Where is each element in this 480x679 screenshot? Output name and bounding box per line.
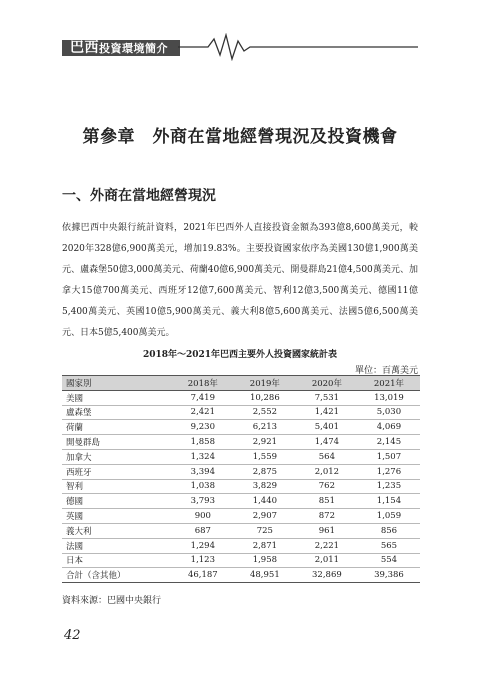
value-cell: 2,871 (234, 538, 296, 553)
country-cell: 法國 (62, 538, 172, 553)
value-cell: 851 (296, 494, 358, 509)
table-row (62, 523, 420, 538)
header-cell: 2021年 (358, 376, 420, 391)
table-row (62, 420, 420, 435)
value-cell: 2,421 (172, 405, 234, 420)
header-title-band (62, 40, 180, 56)
table-row (62, 390, 420, 405)
table-row (62, 494, 420, 509)
value-cell: 725 (234, 523, 296, 538)
page-number: 42 (64, 628, 81, 643)
heartbeat-line-decoration (178, 33, 418, 61)
value-cell: 2,012 (296, 464, 358, 479)
table-unit: 單位：百萬美元 (354, 366, 418, 376)
value-cell: 554 (358, 553, 420, 568)
country-cell: 日本 (62, 553, 172, 568)
value-cell: 1,235 (358, 479, 420, 494)
table-row (62, 435, 420, 450)
table-row (62, 464, 420, 479)
value-cell: 1,059 (358, 509, 420, 524)
header-title-big: 巴西 (70, 40, 99, 56)
value-cell: 1,324 (172, 449, 234, 464)
country-cell: 西班牙 (62, 464, 172, 479)
value-cell: 1,038 (172, 479, 234, 494)
value-cell: 1,507 (358, 449, 420, 464)
country-cell: 開曼群島 (62, 435, 172, 450)
country-cell: 美國 (62, 390, 172, 405)
value-cell: 7,531 (296, 390, 358, 405)
table-caption: 2018年～2021年巴西主要外人投資國家統計表 (142, 350, 338, 360)
value-cell: 3,793 (172, 494, 234, 509)
value-cell: 6,213 (234, 420, 296, 435)
value-cell: 687 (172, 523, 234, 538)
value-cell: 7,419 (172, 390, 234, 405)
country-cell: 合計（含其他） (62, 568, 172, 583)
value-cell: 762 (296, 479, 358, 494)
value-cell: 961 (296, 523, 358, 538)
value-cell: 13,019 (358, 390, 420, 405)
country-cell: 德國 (62, 494, 172, 509)
value-cell: 1,440 (234, 494, 296, 509)
value-cell: 3,829 (234, 479, 296, 494)
value-cell: 5,030 (358, 405, 420, 420)
header-cell: 2019年 (234, 376, 296, 391)
value-cell: 1,559 (234, 449, 296, 464)
value-cell: 872 (296, 509, 358, 524)
value-cell: 2,145 (358, 435, 420, 450)
table-row (62, 405, 420, 420)
header-cell: 2020年 (296, 376, 358, 391)
value-cell: 46,187 (172, 568, 234, 583)
section-title: 一、外商在當地經營現況 (62, 188, 216, 204)
value-cell: 2,875 (234, 464, 296, 479)
country-cell: 智利 (62, 479, 172, 494)
value-cell: 2,011 (296, 553, 358, 568)
value-cell: 1,123 (172, 553, 234, 568)
table-row (62, 479, 420, 494)
value-cell: 1,154 (358, 494, 420, 509)
value-cell: 4,069 (358, 420, 420, 435)
value-cell: 32,869 (296, 568, 358, 583)
value-cell: 1,858 (172, 435, 234, 450)
value-cell: 900 (172, 509, 234, 524)
value-cell: 48,951 (234, 568, 296, 583)
country-cell: 義大利 (62, 523, 172, 538)
table-row (62, 509, 420, 524)
table-row (62, 553, 420, 568)
value-cell: 1,474 (296, 435, 358, 450)
table-row (62, 449, 420, 464)
value-cell: 2,221 (296, 538, 358, 553)
value-cell: 2,552 (234, 405, 296, 420)
value-cell: 5,401 (296, 420, 358, 435)
body-paragraph: 依據巴西中央銀行統計資料，2021年巴西外人直接投資金額為393億8,600萬美元，較2020年328億6,900萬美元，增加19.83%。主要投資國家依序為美國130億1,900萬美元、盧森堡50億3,000萬美元、荷蘭40億6,900萬美元、開曼群島21億4,500萬美元、加拿大15億700萬美元、西班牙12億7,600萬美元、智利12億3,500萬美元、德國11億5,400萬美元、英國10億5,900萬美元、義大利8億5,600萬美元、法國5億6,500萬美元、日本5億5,400萬美元。 (62, 223, 418, 338)
value-cell: 10,286 (234, 390, 296, 405)
source-note: 資料來源：巴國中央銀行 (62, 596, 162, 606)
country-cell: 英國 (62, 509, 172, 524)
value-cell: 39,386 (358, 568, 420, 583)
value-cell: 1,958 (234, 553, 296, 568)
chapter-title: 第參章 外商在當地經營現況及投資機會 (82, 127, 398, 147)
table-row (62, 538, 420, 553)
value-cell: 3,394 (172, 464, 234, 479)
value-cell: 1,421 (296, 405, 358, 420)
country-cell: 盧森堡 (62, 405, 172, 420)
country-cell: 加拿大 (62, 449, 172, 464)
table-row (62, 568, 420, 583)
investment-table (62, 375, 420, 583)
header-cell: 國家別 (62, 376, 172, 391)
value-cell: 2,921 (234, 435, 296, 450)
value-cell: 9,230 (172, 420, 234, 435)
header-cell: 2018年 (172, 376, 234, 391)
value-cell: 856 (358, 523, 420, 538)
table-header-row (62, 376, 420, 391)
value-cell: 1,294 (172, 538, 234, 553)
value-cell: 1,276 (358, 464, 420, 479)
header-title-rest: 投資環境簡介 (99, 42, 168, 55)
value-cell: 2,907 (234, 509, 296, 524)
value-cell: 564 (296, 449, 358, 464)
country-cell: 荷蘭 (62, 420, 172, 435)
value-cell: 565 (358, 538, 420, 553)
